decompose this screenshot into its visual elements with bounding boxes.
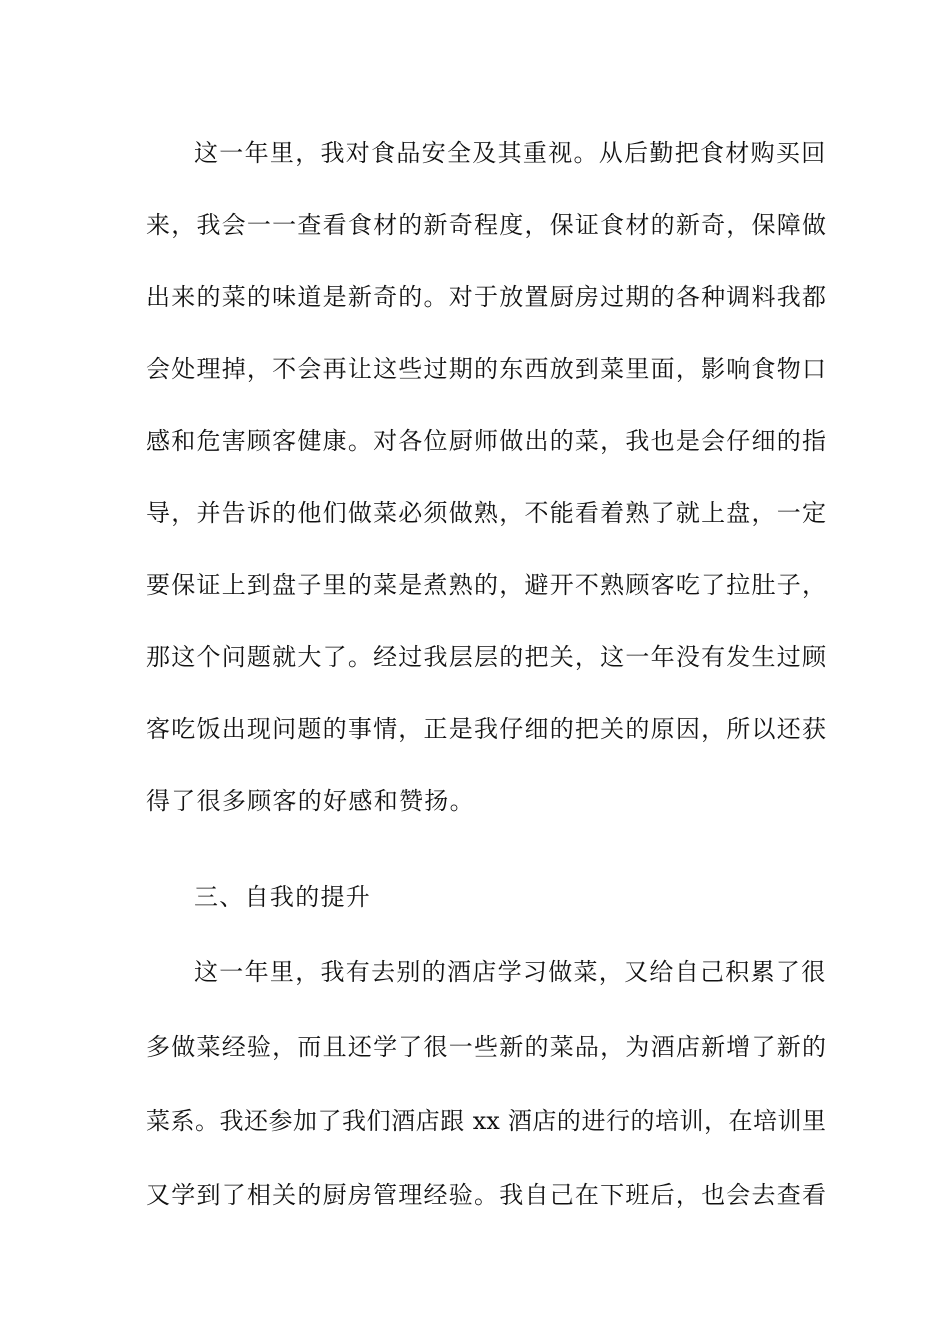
text-line: 出来的菜的味道是新奇的。对于放置厨房过期的各种调料我都 [146, 283, 826, 311]
text-line: 这一年里，我对食品安全及其重视。从后勤把食材购买回 [194, 139, 827, 167]
text-line: 菜系。我还参加了我们酒店跟 xx 酒店的进行的培训，在培训里 [146, 1107, 826, 1135]
text-line: 得了很多顾客的好感和赞扬。 [146, 787, 475, 815]
text-line: 会处理掉，不会再让这些过期的东西放到菜里面，影响食物口 [146, 355, 826, 383]
text-line: 感和危害顾客健康。对各位厨师做出的菜，我也是会仔细的指 [146, 427, 826, 455]
text-line: 客吃饭出现问题的事情，正是我仔细的把关的原因，所以还获 [146, 715, 826, 743]
text-line: 这一年里，我有去别的酒店学习做菜，又给自己积累了很 [194, 958, 827, 986]
section-heading: 三、自我的提升 [194, 883, 372, 911]
text-line: 那这个问题就大了。经过我层层的把关，这一年没有发生过顾 [146, 643, 826, 671]
text-line: 来，我会一一查看食材的新奇程度，保证食材的新奇，保障做 [146, 211, 826, 239]
text-line: 导，并告诉的他们做菜必须做熟，不能看着熟了就上盘，一定 [146, 499, 826, 527]
text-line: 要保证上到盘子里的菜是煮熟的，避开不熟顾客吃了拉肚子， [146, 571, 826, 599]
text-line: 多做菜经验，而且还学了很一些新的菜品，为酒店新增了新的 [146, 1033, 826, 1061]
text-line: 又学到了相关的厨房管理经验。我自己在下班后，也会去查看 [146, 1181, 826, 1209]
